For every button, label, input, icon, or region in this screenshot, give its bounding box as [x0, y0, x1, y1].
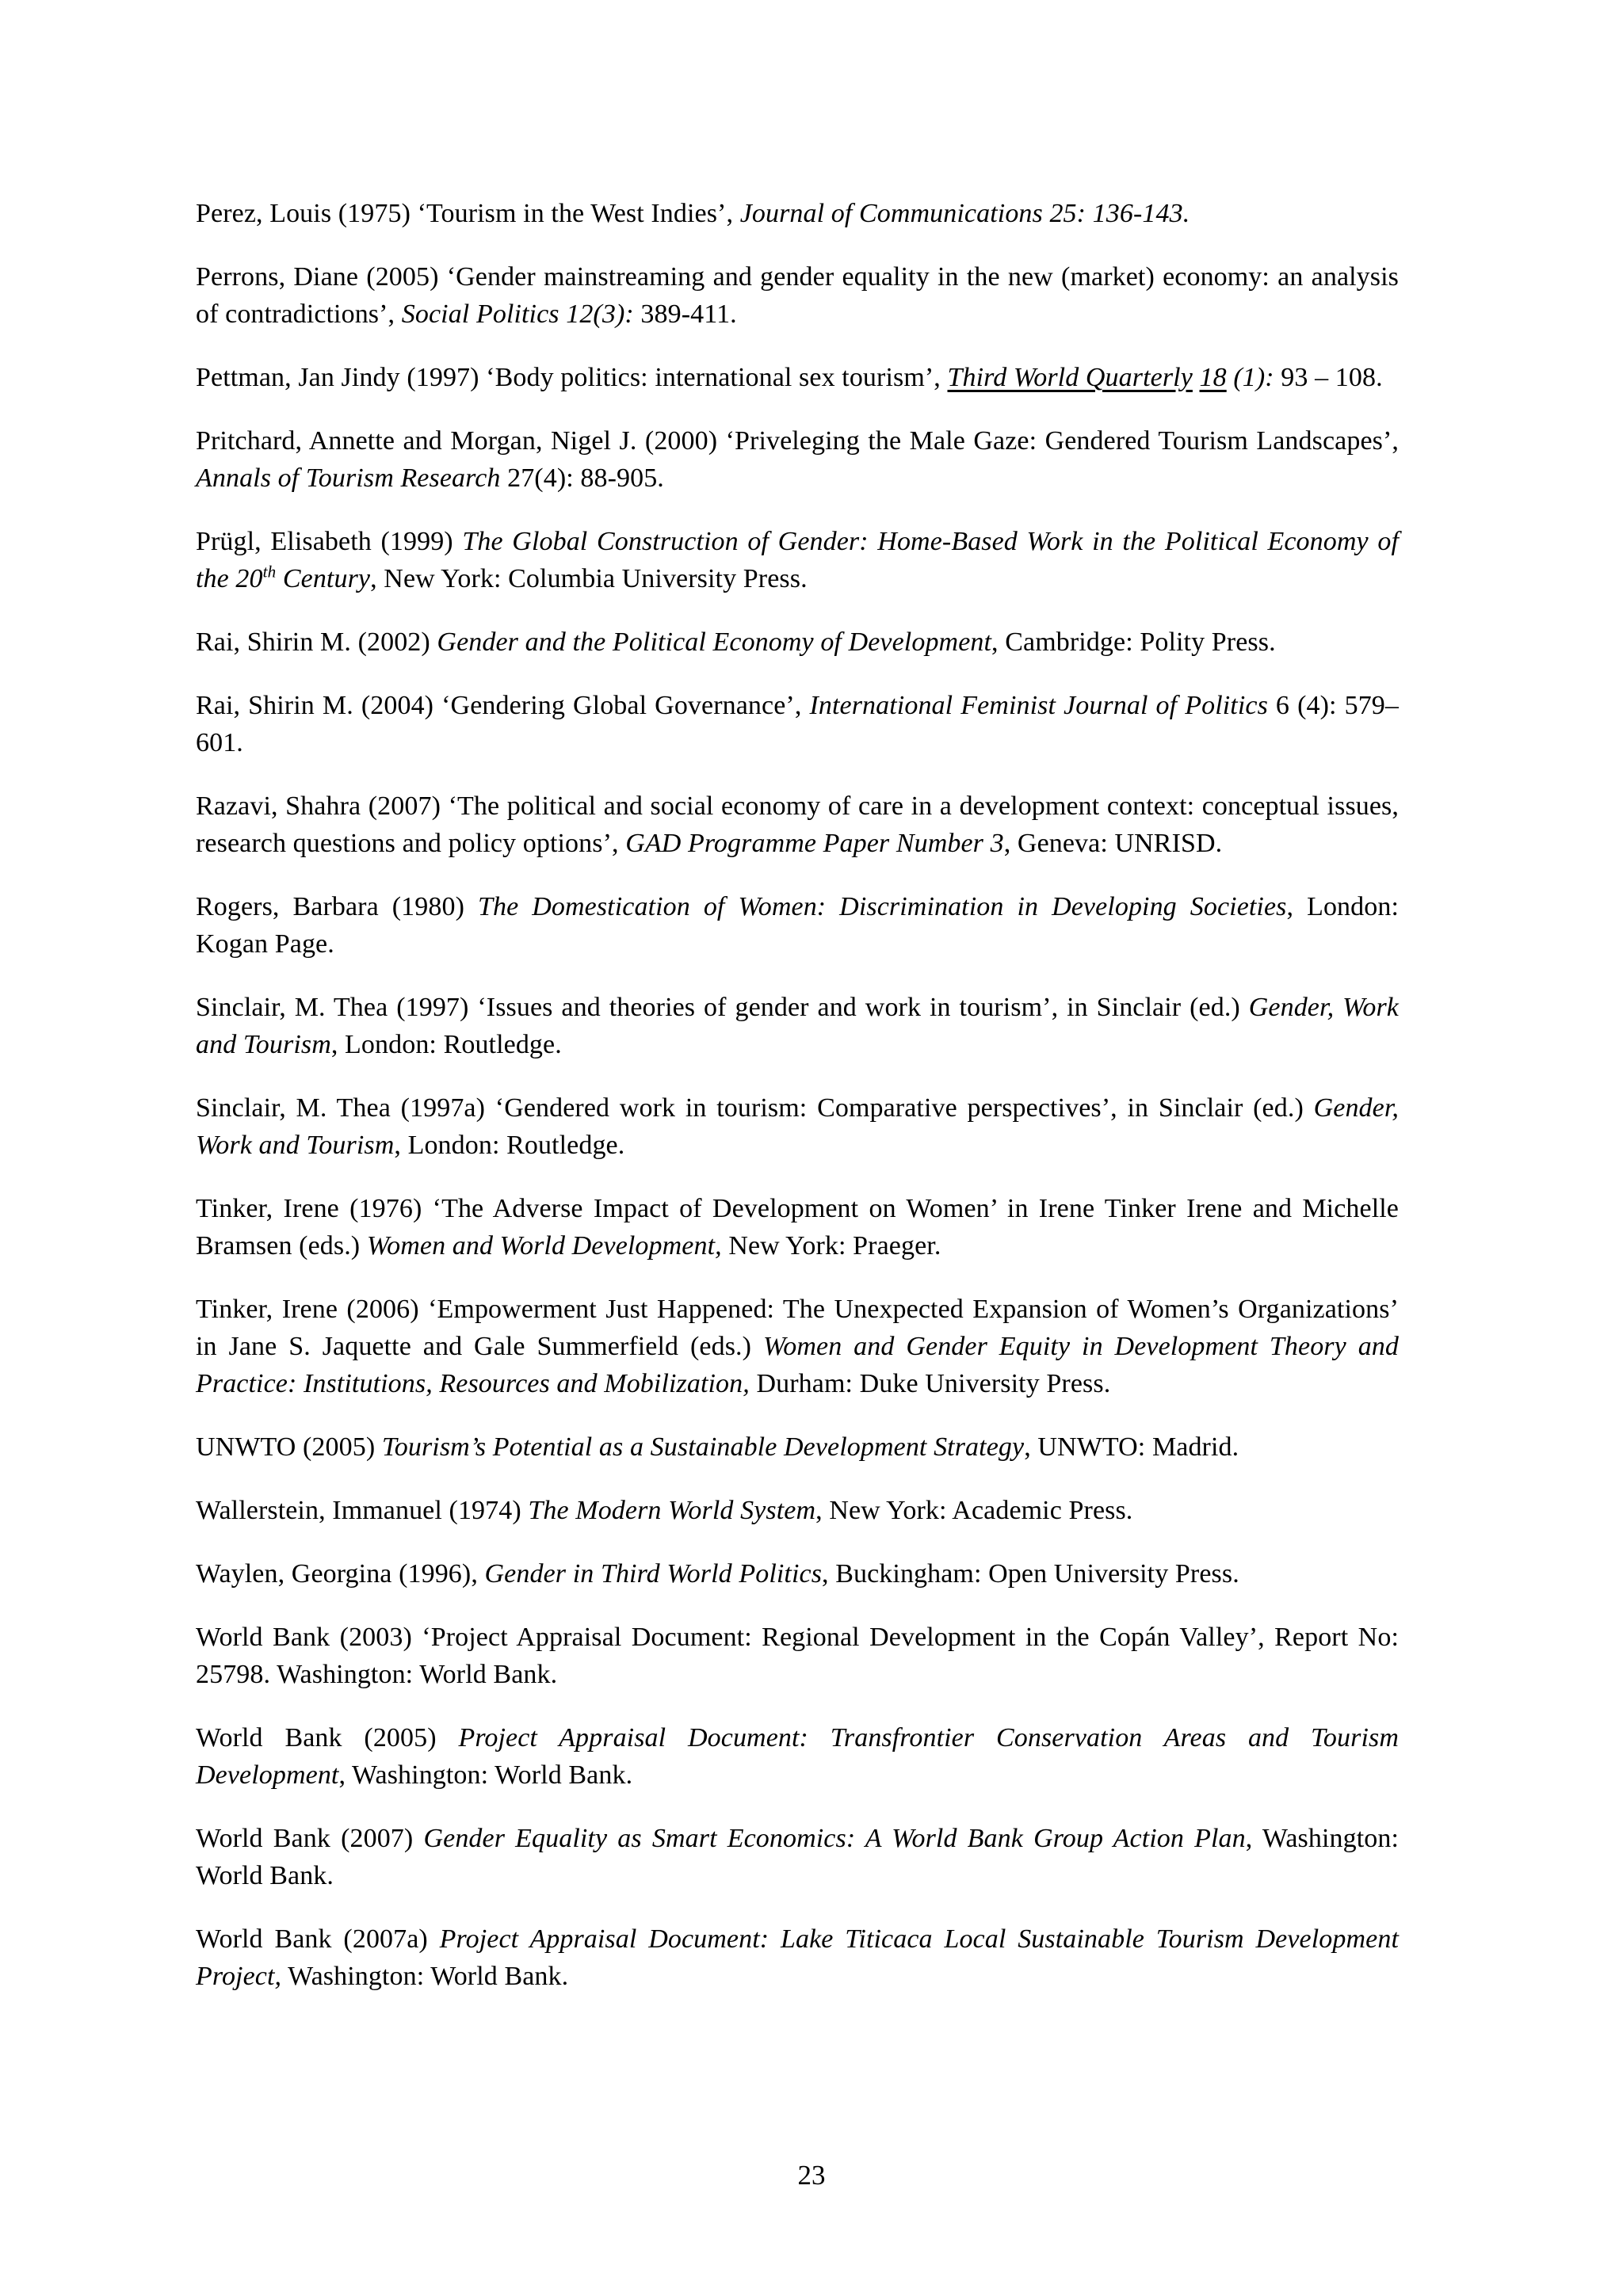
reference-text-segment: Women and World Development,: [366, 1231, 722, 1261]
reference-entry: [196, 1619, 1399, 1693]
reference-text-segment: , Buckingham: Open University Press.: [822, 1559, 1239, 1589]
reference-text-segment: Women and Gender Equity in Development Theory and Practice: Institutions, Resources and Mobilization,: [196, 1332, 1399, 1398]
reference-text-segment: Third World Quarterly: [947, 363, 1193, 392]
reference-entry: [196, 1920, 1399, 1995]
reference-text-segment: Gender, Work and Tourism: [196, 993, 1400, 1059]
reference-text-segment: Annals of Tourism Research: [196, 463, 508, 493]
reference-text-segment: Century: [276, 564, 371, 593]
reference-text-segment: , New York: Columbia University Press.: [370, 564, 808, 593]
reference-text-segment: Rai, Shirin M. (2002): [196, 627, 437, 657]
reference-text-segment: World Bank (2003) ‘Project Appraisal Document: Regional Development in the Copán Valley’, Report No: 25798. Washington: World Bank.: [196, 1623, 1399, 1689]
reference-text-segment: (1):: [1226, 363, 1281, 392]
page-number: 23: [797, 2160, 826, 2191]
reference-text-segment: Razavi, Shahra (2007) ‘The political and social economy of care in a development context: conceptual issues, research questions and policy options’,: [196, 791, 1399, 858]
reference-entry: [196, 687, 1399, 761]
reference-text-segment: Gender in Third World Politics: [484, 1559, 823, 1589]
reference-entry: [196, 1555, 1399, 1592]
references-list: [196, 195, 1399, 2021]
reference-text-segment: Gender and the Political Economy of Development: [437, 627, 992, 657]
reference-text-segment: Pritchard, Annette and Morgan, Nigel J. (2000) ‘Priveleging the Male Gaze: Gendered Tourism Landscapes’,: [196, 426, 1399, 456]
reference-text-segment: , London: Routledge.: [394, 1131, 625, 1160]
reference-entry: [196, 359, 1399, 396]
reference-text-segment: 18: [1199, 363, 1227, 392]
reference-text-segment: Prügl, Elisabeth (1999): [196, 527, 463, 556]
reference-text-segment: International Feminist Journal of Politics: [809, 691, 1268, 720]
reference-text-segment: Durham: Duke University Press.: [749, 1369, 1111, 1398]
reference-text-segment: Social Politics 12(3):: [401, 299, 641, 329]
reference-text-segment: New York: Praeger.: [721, 1231, 941, 1261]
reference-text-segment: [1193, 363, 1200, 392]
reference-text-segment: Tourism’s Potential as a Sustainable Development Strategy: [381, 1432, 1025, 1462]
reference-entry: [196, 422, 1399, 497]
reference-entry: [196, 1820, 1399, 1894]
reference-text-segment: Washington: World Bank.: [281, 1962, 569, 1991]
reference-text-segment: Perrons, Diane (2005) ‘Gender mainstreaming and gender equality in the new (market) economy: an analysis of contradictions’,: [196, 262, 1399, 329]
reference-text-segment: Sinclair, M. Thea (1997a) ‘Gendered work in tourism: Comparative perspectives’, in Sinclair (ed.): [196, 1093, 1314, 1123]
reference-entry: [196, 788, 1399, 862]
reference-text-segment: Project Appraisal Document: Lake Titicaca Local Sustainable Tourism Development Project,: [196, 1924, 1399, 1991]
reference-text-segment: The Domestication of Women: Discrimination in Developing Societies: [477, 892, 1287, 921]
reference-text-segment: 389-411.: [640, 299, 737, 329]
reference-text-segment: , Washington: World Bank.: [196, 1824, 1399, 1890]
reference-text-segment: , Cambridge: Polity Press.: [991, 627, 1276, 657]
reference-text-segment: Gender Equality as Smart Economics: A World Bank Group Action Plan: [423, 1824, 1246, 1853]
reference-text-segment: Project Appraisal Document: Transfrontier Conservation Areas and Tourism Development: [196, 1723, 1399, 1790]
reference-text-segment: , UNWTO: Madrid.: [1024, 1432, 1239, 1462]
reference-text-segment: Gender, Work and Tourism: [196, 1093, 1399, 1160]
reference-text-segment: , New York: Academic Press.: [815, 1496, 1133, 1525]
reference-text-segment: Waylen, Georgina (1996),: [196, 1559, 485, 1589]
reference-entry: [196, 1190, 1399, 1264]
reference-text-segment: World Bank (2007a): [196, 1924, 440, 1954]
reference-text-segment: GAD Programme Paper Number 3: [625, 829, 1004, 858]
reference-text-segment: Pettman, Jan Jindy (1997) ‘Body politics: international sex tourism’,: [196, 363, 948, 392]
reference-entry: [196, 624, 1399, 661]
reference-text-segment: Tinker, Irene (2006) ‘Empowerment Just Happened: The Unexpected Expansion of Women’s Organizations’ in Jane S. Jaquette and Gale Summerfield (eds.): [196, 1295, 1399, 1361]
reference-text-segment: UNWTO (2005): [196, 1432, 382, 1462]
reference-text-segment: Journal of Communications 25: 136-143.: [739, 199, 1190, 228]
reference-entry: [196, 195, 1399, 232]
reference-text-segment: The Global Construction of Gender: Home-Based Work in the Political Economy of the 20: [196, 527, 1399, 593]
reference-text-segment: 27(4): 88-905.: [507, 463, 664, 493]
reference-entry: [196, 888, 1399, 963]
reference-entry: [196, 1719, 1399, 1794]
reference-text-segment: Tinker, Irene (1976) ‘The Adverse Impact of Development on Women’ in Irene Tinker Irene and Michelle Bramsen (eds.): [196, 1194, 1399, 1261]
reference-text-segment: 6 (4): 579–601.: [196, 691, 1399, 757]
reference-text-segment: 93 – 108.: [1281, 363, 1383, 392]
reference-text-segment: , Geneva: UNRISD.: [1003, 829, 1223, 858]
reference-text-segment: , London: Routledge.: [330, 1030, 562, 1059]
reference-text-segment: , London: Kogan Page.: [196, 892, 1399, 959]
reference-text-segment: Rai, Shirin M. (2004) ‘Gendering Global Governance’,: [196, 691, 810, 720]
reference-text-segment: th: [262, 562, 277, 582]
reference-entry: [196, 258, 1399, 333]
reference-text-segment: Sinclair, M. Thea (1997) ‘Issues and theories of gender and work in tourism’, in Sinclair (ed.): [196, 993, 1249, 1022]
reference-entry: [196, 1089, 1399, 1164]
reference-entry: [196, 1492, 1399, 1529]
reference-entry: [196, 1291, 1399, 1402]
reference-text-segment: , Washington: World Bank.: [338, 1760, 633, 1790]
reference-text-segment: The Modern World System: [528, 1496, 816, 1525]
reference-text-segment: Perez, Louis (1975) ‘Tourism in the West Indies’,: [196, 199, 740, 228]
reference-entry: [196, 1428, 1399, 1466]
reference-entry: [196, 989, 1399, 1063]
reference-text-segment: World Bank (2005): [196, 1723, 459, 1753]
reference-text-segment: World Bank (2007): [196, 1824, 424, 1853]
reference-text-segment: Wallerstein, Immanuel (1974): [196, 1496, 529, 1525]
reference-entry: [196, 523, 1399, 597]
reference-text-segment: Rogers, Barbara (1980): [196, 892, 478, 921]
